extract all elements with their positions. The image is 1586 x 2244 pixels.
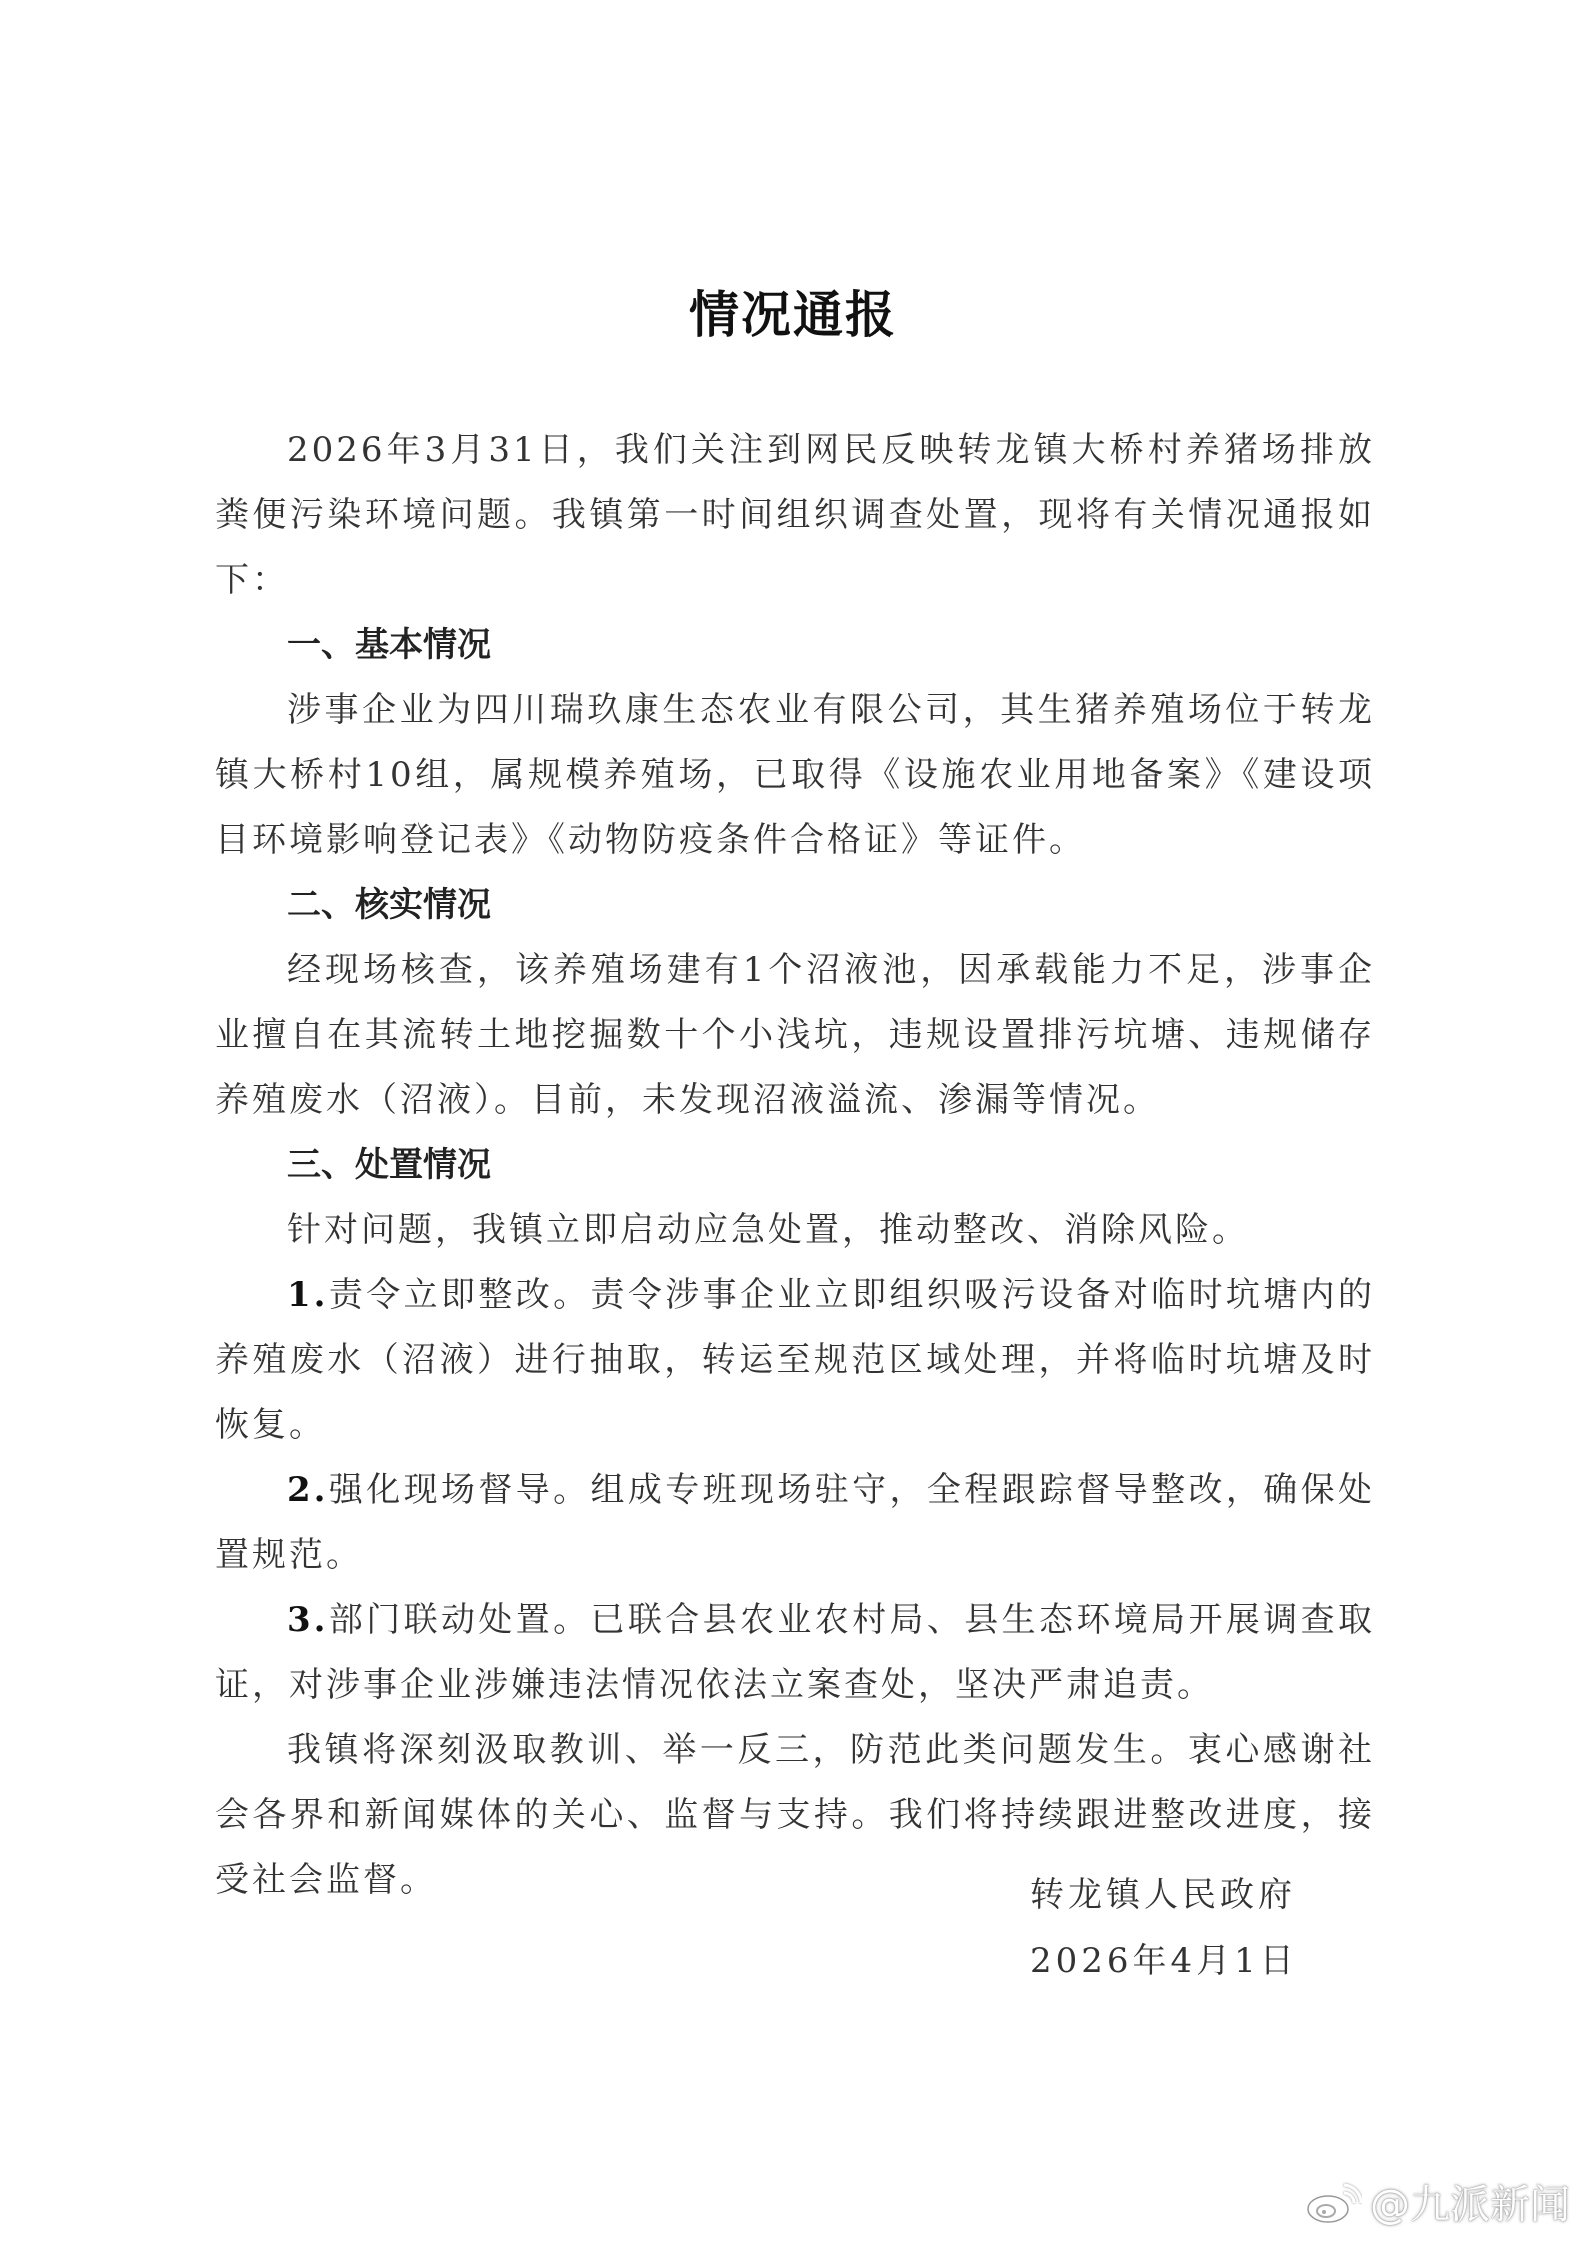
handling-item-3 [215,1588,1375,1718]
item-number: 1. [287,1275,329,1315]
item-text: 责令立即整改。责令涉事企业立即组织吸污设备对临时坑塘内的养殖废水（沼液）进行抽取，转运至规范区域处理，并将临时坑塘及时恢复。 [215,1275,1375,1445]
handling-item-2 [215,1458,1375,1588]
handling-item-1 [215,1263,1375,1458]
section-basic-paragraph: 涉事企业为四川瑞玖康生态农业有限公司，其生猪养殖场位于转龙镇大桥村10组，属规模养殖场，已取得《设施农业用地备案》《建设项目环境影响登记表》《动物防疫条件合格证》等证件。 [215,690,1375,860]
document-title: 情况通报 [689,286,897,344]
weibo-icon [1306,2179,1362,2225]
section-verification-paragraph: 经现场核查，该养殖场建有1个沼液池，因承载能力不足，涉事企业擅自在其流转土地挖掘数十个小浅坑，违规设置排污坑塘、违规储存养殖废水（沼液）。目前，未发现沼液溢流、渗漏等情况。 [215,950,1375,1120]
item-text: 部门联动处置。已联合县农业农村局、县生态环境局开展调查取证，对涉事企业涉嫌违法情况依法立案查处，坚决严肃追责。 [215,1600,1375,1705]
section-heading-basic: 一、基本情况 [287,625,491,665]
section-handling-paragraph: 针对问题，我镇立即启动应急处置，推动整改、消除风险。 [287,1210,1249,1250]
watermark-text: @九派新闻 [1370,2182,1570,2228]
document-body [215,418,1375,1913]
signature-org: 转龙镇人民政府 [1030,1875,1296,1915]
signature-block [1030,1862,1298,1994]
item-text: 强化现场督导。组成专班现场驻守，全程跟踪督导整改，确保处置规范。 [215,1470,1375,1575]
section-heading-verification: 二、核实情况 [287,885,491,925]
item-number: 2. [287,1470,329,1510]
watermark [1306,2173,1570,2230]
signature-date: 2026年4月1日 [1030,1941,1298,1981]
item-number: 3. [287,1600,329,1640]
intro-paragraph: 2026年3月31日，我们关注到网民反映转龙镇大桥村养猪场排放粪便污染环境问题。我镇第一时间组织调查处置，现将有关情况通报如下： [215,430,1375,600]
section-heading-handling: 三、处置情况 [287,1145,491,1185]
closing-paragraph: 我镇将深刻汲取教训、举一反三，防范此类问题发生。衷心感谢社会各界和新闻媒体的关心、监督与支持。我们将持续跟进整改进度，接受社会监督。 [215,1730,1375,1900]
